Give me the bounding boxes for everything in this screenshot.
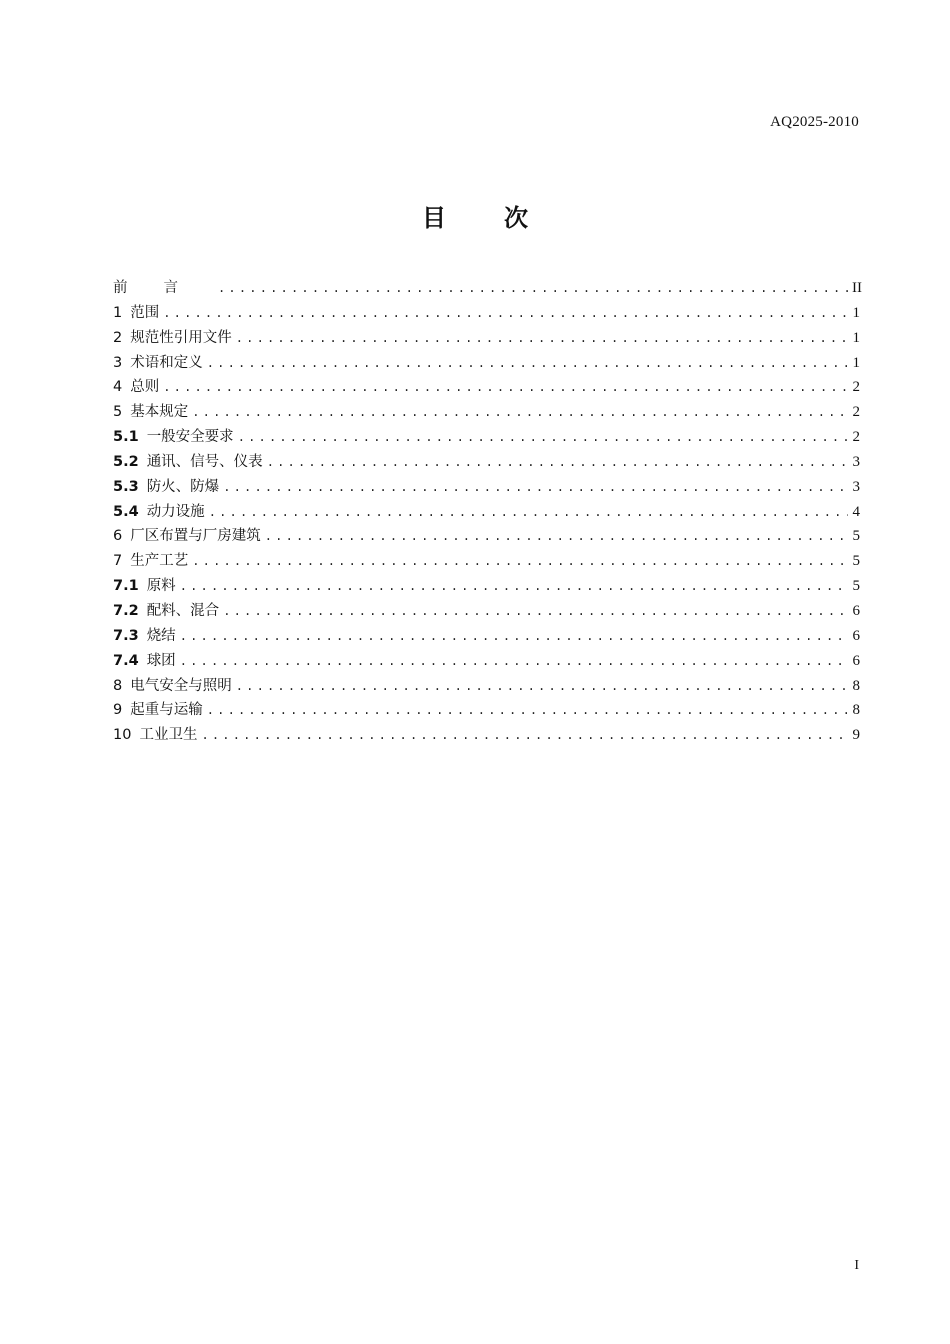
dot-leader: [192, 405, 848, 419]
toc-entry-label: 术语和定义: [130, 354, 203, 371]
toc-entry[interactable]: [113, 450, 860, 475]
toc-entry[interactable]: [113, 301, 860, 326]
dot-leader: [223, 480, 848, 494]
toc-entry-label: 球团: [146, 652, 176, 669]
toc-entry-label: 工业卫生: [139, 727, 198, 744]
toc-entry-label: 基本规定: [130, 404, 189, 421]
dot-leader: [180, 654, 848, 668]
toc-entry-number: 7.2: [113, 602, 139, 619]
toc-entry-label: 一般安全要求: [146, 429, 234, 446]
toc-entry-number: 5: [113, 404, 123, 421]
toc-entry[interactable]: [113, 375, 860, 400]
dot-leader: [265, 529, 848, 543]
toc-entry-label: 范围: [130, 304, 160, 321]
toc-entry-page: 4: [852, 503, 860, 520]
toc-entry-label: 烧结: [146, 627, 176, 644]
toc-entry-page: 9: [852, 727, 860, 744]
toc-entry-page: 2: [852, 404, 860, 421]
page-number: I: [854, 1258, 859, 1273]
toc-entry-page: 2: [852, 379, 860, 396]
toc-entry-label: 前言: [113, 280, 214, 296]
toc-entry-label: 配料、混合: [146, 602, 220, 619]
toc-entry-page: 6: [852, 652, 860, 669]
toc-entry-page: 1: [852, 354, 860, 371]
toc-entry-number: 3: [113, 354, 123, 371]
toc-entry[interactable]: [113, 475, 860, 500]
toc-entry-number: 2: [113, 329, 123, 346]
toc-entry-number: 7.1: [113, 578, 139, 595]
toc-title-char-1: 目: [422, 204, 446, 232]
toc-title: [0, 198, 950, 233]
toc-entry-number: 6: [113, 528, 123, 545]
dot-leader: [180, 579, 848, 593]
toc-entry-label: 原料: [146, 578, 176, 595]
toc-entry-label: 厂区布置与厂房建筑: [130, 528, 261, 545]
toc-entry-label: 防火、防爆: [146, 478, 220, 495]
toc-entry-number: 5.1: [113, 429, 139, 446]
dot-leader: [223, 604, 848, 618]
toc-entry-label: 规范性引用文件: [130, 329, 232, 346]
toc-entry-page: 3: [852, 453, 860, 470]
toc-entry-page: 2: [852, 429, 860, 446]
toc-title-char-2: 次: [504, 204, 528, 232]
toc-entry-number: 5.2: [113, 453, 139, 470]
toc-entry-number: 5.3: [113, 478, 139, 495]
toc-entry[interactable]: [113, 698, 860, 723]
toc-entry-page: II: [852, 280, 862, 296]
toc-entry[interactable]: [113, 351, 860, 376]
dot-leader: [236, 679, 848, 693]
toc-entry[interactable]: [113, 649, 860, 674]
dot-leader: [201, 728, 848, 742]
toc-entry-page: 8: [852, 677, 860, 694]
toc-entry-number: 5.4: [113, 503, 139, 520]
dot-leader: [218, 281, 848, 295]
toc-entry[interactable]: [113, 549, 860, 574]
toc-entry-number: 7.3: [113, 627, 139, 644]
toc-entry-number: 7: [113, 553, 123, 570]
toc-entry[interactable]: [113, 425, 860, 450]
toc-entry-page: 5: [852, 553, 860, 570]
dot-leader: [267, 455, 848, 469]
toc-entry-page: 1: [852, 304, 860, 321]
dot-leader: [180, 629, 848, 643]
toc-entry-page: 3: [852, 478, 860, 495]
toc-entry-page: 6: [852, 627, 860, 644]
toc-entry-label: 电气安全与照明: [130, 677, 232, 694]
toc-entry-number: 10: [113, 727, 132, 744]
toc-entry-label: 生产工艺: [130, 553, 189, 570]
toc-entry-number: 4: [113, 379, 123, 396]
toc-entry[interactable]: [113, 723, 860, 748]
toc-entry-number: 1: [113, 304, 123, 321]
toc-entry[interactable]: [113, 599, 860, 624]
table-of-contents: [113, 276, 860, 748]
toc-entry-number: 9: [113, 702, 123, 719]
toc-entry[interactable]: [113, 524, 860, 549]
toc-entry[interactable]: [113, 624, 860, 649]
toc-entry[interactable]: [113, 400, 860, 425]
toc-entry-label: 总则: [130, 379, 160, 396]
toc-entry-number: 8: [113, 677, 123, 694]
toc-entry[interactable]: [113, 674, 860, 699]
toc-entry-page: 5: [852, 528, 860, 545]
dot-leader: [209, 505, 848, 519]
dot-leader: [163, 306, 848, 320]
toc-entry-label: 起重与运输: [130, 702, 203, 719]
dot-leader: [238, 430, 848, 444]
toc-entry-label: 动力设施: [146, 503, 205, 520]
toc-entry-label: 通讯、信号、仪表: [146, 453, 263, 470]
toc-entry-page: 8: [852, 702, 860, 719]
toc-entry-foreword[interactable]: [113, 276, 860, 301]
document-code: AQ2025-2010: [770, 114, 859, 130]
dot-leader: [163, 380, 848, 394]
toc-entry[interactable]: [113, 326, 860, 351]
toc-entry[interactable]: [113, 574, 860, 599]
toc-entry-number: 7.4: [113, 652, 139, 669]
toc-entry-page: 5: [852, 578, 860, 595]
dot-leader: [236, 331, 848, 345]
toc-entry[interactable]: [113, 500, 860, 525]
toc-entry-page: 1: [852, 329, 860, 346]
dot-leader: [207, 356, 848, 370]
dot-leader: [207, 703, 848, 717]
dot-leader: [192, 554, 848, 568]
toc-entry-page: 6: [852, 602, 860, 619]
